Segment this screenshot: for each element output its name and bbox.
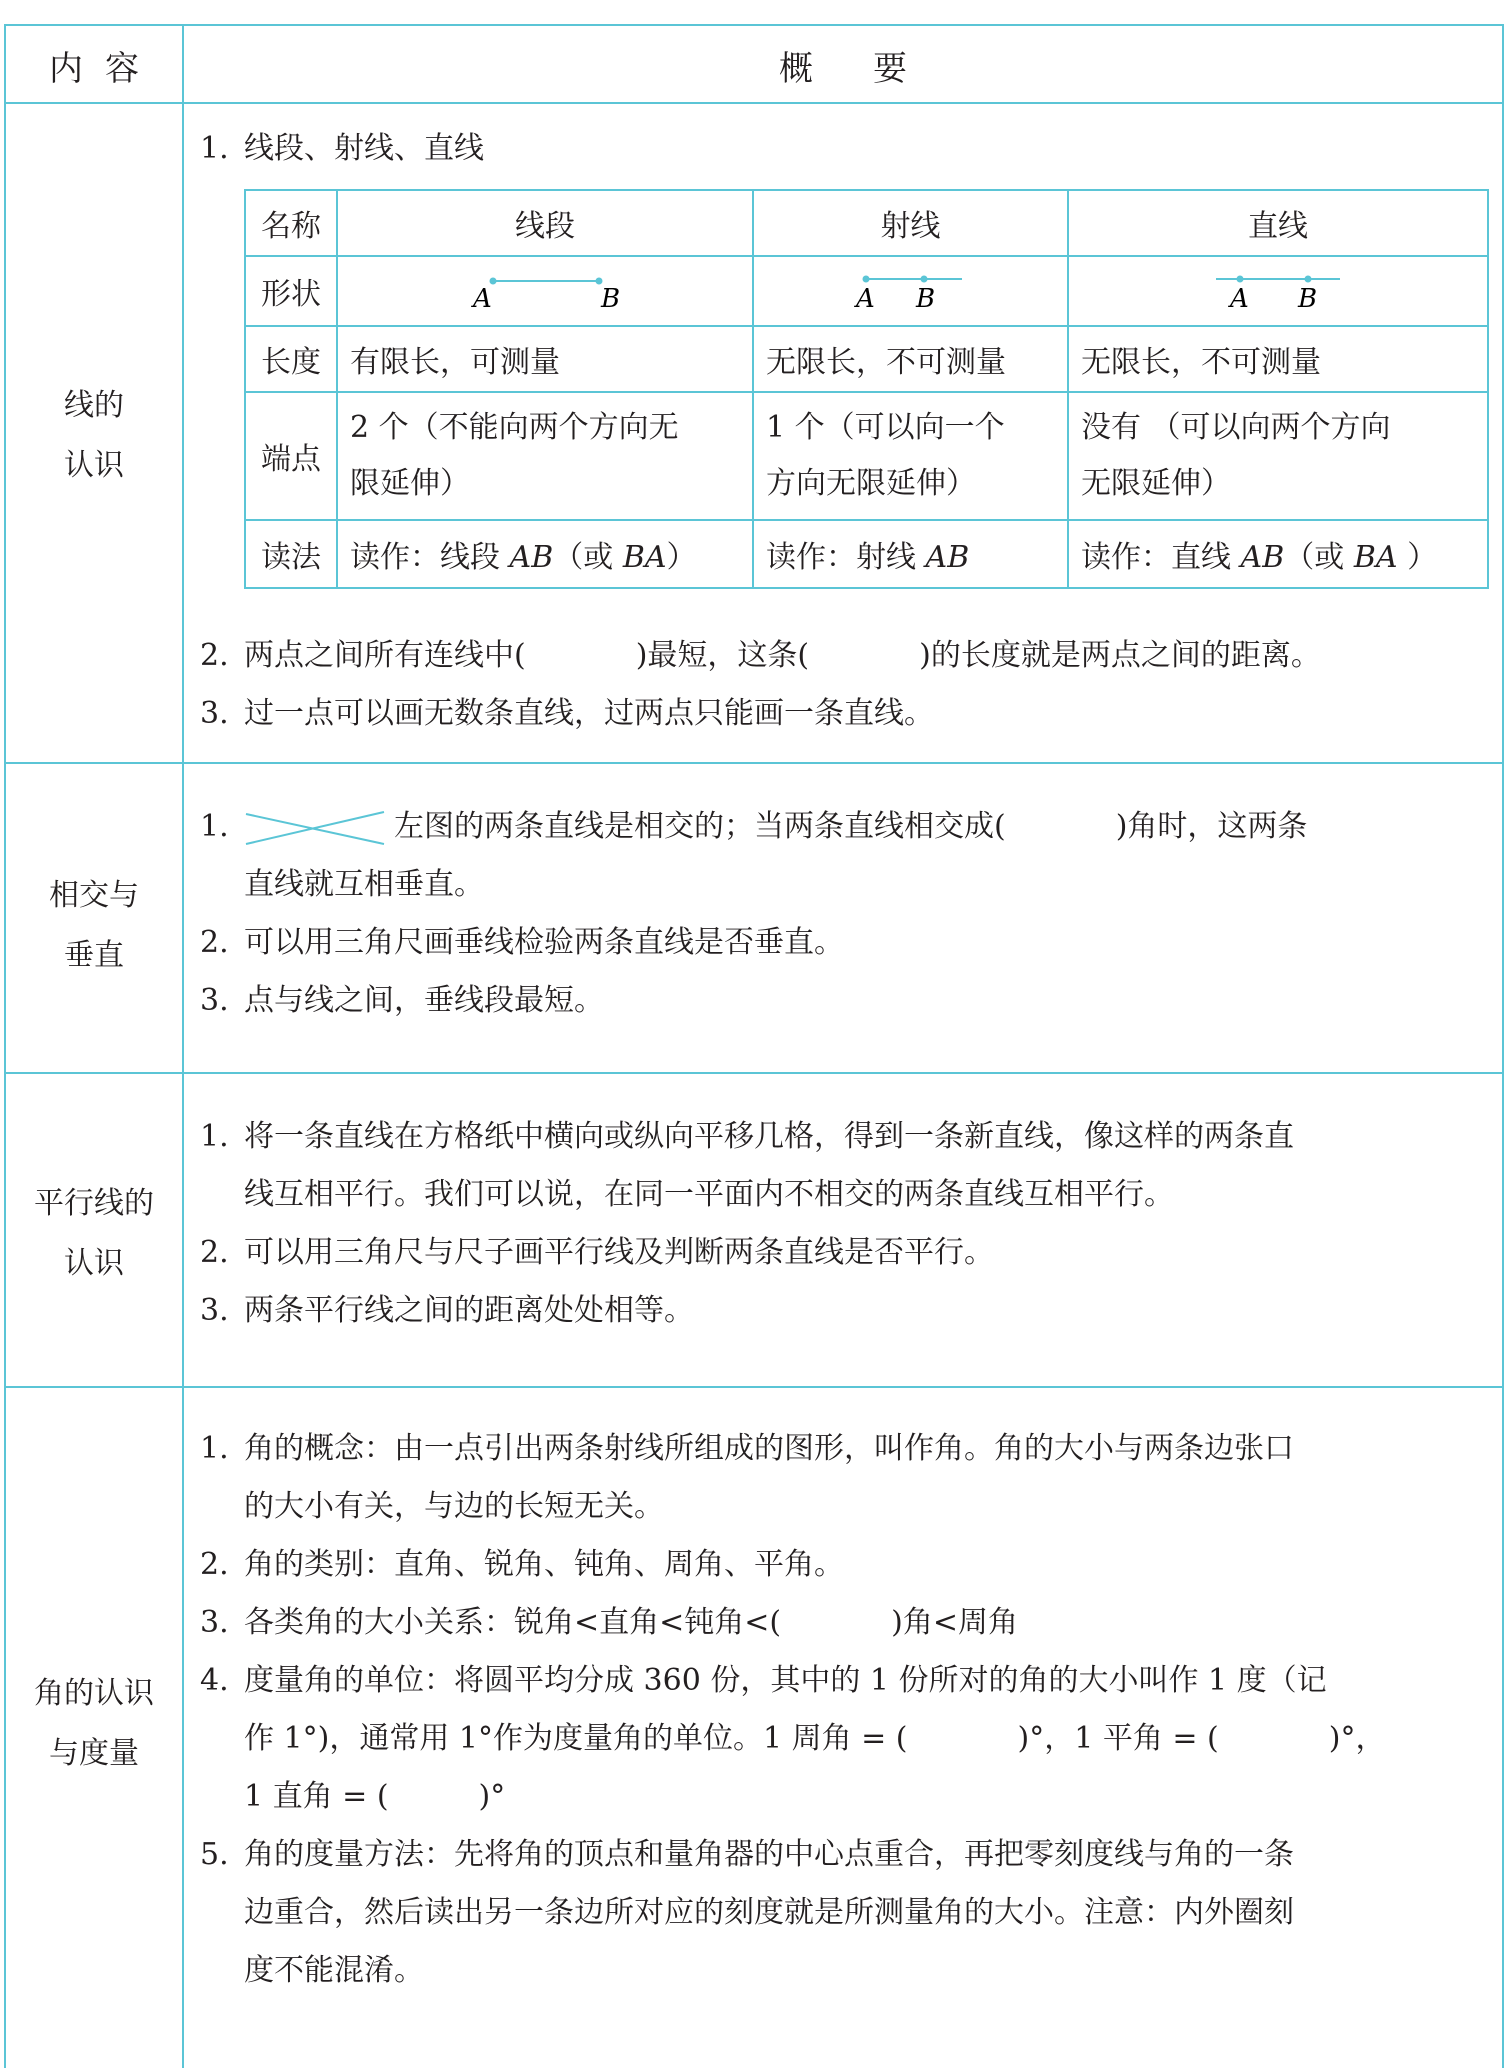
line-shape <box>1068 256 1488 326</box>
topic-line: 平行线的 <box>34 1186 154 1221</box>
table-cell: 直线 <box>1068 190 1488 256</box>
list-item <box>200 685 1486 743</box>
list-item <box>200 798 1486 856</box>
cell-line: 2 个（不能向两个方向无 <box>350 410 679 445</box>
item-number: 2. <box>200 925 229 960</box>
item-number: 1. <box>200 809 229 844</box>
svg-text:B: B <box>601 284 621 313</box>
section-parallel-content <box>200 1108 1486 1340</box>
row-divider <box>6 1386 1502 1388</box>
item-text: )最短，这条( <box>635 638 810 673</box>
table-cell: 线段 <box>337 190 753 256</box>
list-item <box>200 1594 1486 1652</box>
table-cell <box>337 520 753 588</box>
list-item <box>200 1224 1486 1282</box>
table-cell <box>1068 520 1488 588</box>
list-item <box>200 1166 1486 1224</box>
table-row <box>245 392 1488 520</box>
item-number: 2. <box>200 1235 229 1270</box>
item-text: 角的类别：直角、锐角、钝角、周角、平角。 <box>244 1547 844 1582</box>
cell-text: 读作：直线 <box>1081 540 1241 575</box>
item-number: 5. <box>200 1837 229 1872</box>
table-row <box>245 326 1488 392</box>
ray-diagram <box>836 269 986 313</box>
table-cell: 射线 <box>753 190 1068 256</box>
table-cell: 无限长，不可测量 <box>1068 326 1488 392</box>
list-item <box>200 1478 1486 1536</box>
list-item <box>200 1108 1486 1166</box>
row-divider <box>6 1072 1502 1074</box>
svg-text:B: B <box>1298 284 1318 313</box>
column-divider <box>182 26 184 2068</box>
item-text: )角<周角 <box>891 1605 1018 1640</box>
item-text: 可以用三角尺画垂线检验两条直线是否垂直。 <box>244 925 844 960</box>
item-text: 将一条直线在方格纸中横向或纵向平移几格，得到一条新直线，像这样的两条直 <box>244 1119 1294 1154</box>
cell-text: AB <box>1240 540 1285 575</box>
item-number: 3. <box>200 1293 229 1328</box>
table-cell <box>753 520 1068 588</box>
topic-lines <box>6 376 182 496</box>
item-number: 1. <box>200 1119 229 1154</box>
list-item <box>200 856 1486 914</box>
cell-text: AB <box>509 540 554 575</box>
list-item <box>200 1420 1486 1478</box>
cell-text: （或 <box>553 540 623 575</box>
table-cell <box>1068 392 1488 520</box>
item-text: 作 1°)，通常用 1°作为度量角的单位。1 周角 = ( <box>244 1721 908 1756</box>
svg-text:A: A <box>1230 284 1249 313</box>
item-text: 边重合，然后读出另一条边所对应的刻度就是所测量角的大小。注意：内外圈刻 <box>244 1895 1294 1930</box>
topic-line: 角的认识 <box>34 1676 154 1711</box>
row-divider <box>6 762 1502 764</box>
item-text: 两点之间所有连线中( <box>244 638 526 673</box>
cell-line: 1 个（可以向一个 <box>766 410 1005 445</box>
table-row <box>245 520 1488 588</box>
list-item <box>200 1942 1486 2000</box>
list-item <box>200 972 1486 1030</box>
svg-text:B: B <box>915 284 935 313</box>
item-text: )°， <box>1328 1721 1386 1756</box>
item-text: 可以用三角尺与尺子画平行线及判断两条直线是否平行。 <box>244 1235 994 1270</box>
cell-text: ） <box>666 540 697 575</box>
section-lines-content-2 <box>200 627 1486 743</box>
item-text: )° <box>478 1779 506 1814</box>
topic-parallel <box>6 1174 182 1294</box>
item-number: 2. <box>200 638 229 673</box>
topic-line: 相交与 <box>49 878 139 913</box>
list-item <box>200 1710 1486 1768</box>
list-item <box>200 1536 1486 1594</box>
item-text: 各类角的大小关系：锐角<直角<钝角<( <box>244 1605 782 1640</box>
cell-line: 方向无限延伸） <box>766 466 976 501</box>
cell-text: （或 <box>1284 540 1354 575</box>
list-item <box>200 1884 1486 1942</box>
topic-line: 认识 <box>64 448 124 483</box>
topic-line: 与度量 <box>49 1736 139 1771</box>
row-head: 端点 <box>245 392 337 520</box>
cell-text: ） <box>1397 540 1438 575</box>
row-head: 形状 <box>245 256 337 326</box>
item-number: 3. <box>200 983 229 1018</box>
item-text: 角的概念：由一点引出两条射线所组成的图形，叫作角。角的大小与两条边张口 <box>244 1431 1294 1466</box>
list-item <box>200 1768 1486 1826</box>
segment-shape <box>337 256 753 326</box>
row-divider <box>6 102 1502 104</box>
line-types-table <box>244 189 1489 589</box>
cell-line: 无限延伸） <box>1081 466 1231 501</box>
item-text: 度量角的单位：将圆平均分成 360 份，其中的 1 份所对的角的大小叫作 1 度（记 <box>244 1663 1327 1698</box>
item-text: 线段、射线、直线 <box>244 131 484 166</box>
table-header <box>6 26 1502 104</box>
table-row <box>245 190 1488 256</box>
header-content-label: 内容 <box>49 48 161 89</box>
item-number: 2. <box>200 1547 229 1582</box>
svg-text:A: A <box>473 284 492 313</box>
section-intersect-content <box>200 798 1486 1030</box>
list-item <box>200 1282 1486 1340</box>
section-angles-content <box>200 1420 1486 2000</box>
list-item <box>200 120 1486 178</box>
item-number: 3. <box>200 696 229 731</box>
list-item <box>200 1826 1486 1884</box>
item-text: )的长度就是两点之间的距离。 <box>919 638 1321 673</box>
item-text: 直线就互相垂直。 <box>244 867 484 902</box>
line-diagram <box>1208 269 1348 313</box>
table-cell: 有限长，可测量 <box>337 326 753 392</box>
item-number: 1. <box>200 1431 229 1466</box>
row-head: 长度 <box>245 326 337 392</box>
table-row <box>245 256 1488 326</box>
section-lines-content <box>200 120 1486 178</box>
item-text: 左图的两条直线是相交的；当两条直线相交成( <box>394 809 1006 844</box>
item-text: 度不能混淆。 <box>244 1953 424 1988</box>
item-text: )角时，这两条 <box>1115 809 1308 844</box>
svg-text:A: A <box>855 284 875 313</box>
table-cell <box>337 392 753 520</box>
item-text: 两条平行线之间的距离处处相等。 <box>244 1293 694 1328</box>
cell-text: 读作：射线 <box>766 540 926 575</box>
cell-text: AB <box>925 540 970 575</box>
list-item <box>200 627 1486 685</box>
cell-text: 读作：线段 <box>350 540 510 575</box>
table-cell: 无限长，不可测量 <box>753 326 1068 392</box>
cell-line: 没有 （可以向两个方向 <box>1081 410 1391 445</box>
topic-line: 线的 <box>64 388 124 423</box>
item-text: 1 直角 = ( <box>244 1779 389 1814</box>
cell-line: 限延伸） <box>350 466 470 501</box>
table-cell <box>753 392 1068 520</box>
item-text: 过一点可以画无数条直线，过两点只能画一条直线。 <box>244 696 934 731</box>
item-number: 4. <box>200 1663 229 1698</box>
item-number: 1. <box>200 131 229 166</box>
topic-intersect <box>6 866 182 986</box>
cell-text: BA <box>1353 540 1398 575</box>
header-summary-label: 概要 <box>779 48 967 89</box>
segment-diagram <box>445 269 645 313</box>
item-text: 线互相平行。我们可以说，在同一平面内不相交的两条直线互相平行。 <box>244 1177 1174 1212</box>
list-item <box>200 1652 1486 1710</box>
intersecting-lines-diagram <box>244 808 390 848</box>
row-head: 读法 <box>245 520 337 588</box>
cell-text: BA <box>622 540 667 575</box>
topic-angles <box>6 1664 182 1784</box>
ray-shape <box>753 256 1068 326</box>
topic-line: 垂直 <box>64 938 124 973</box>
item-text: 的大小有关，与边的长短无关。 <box>244 1489 664 1524</box>
item-text: 角的度量方法：先将角的顶点和量角器的中心点重合，再把零刻度线与角的一条 <box>244 1837 1294 1872</box>
list-item <box>200 914 1486 972</box>
item-text: 点与线之间，垂线段最短。 <box>244 983 604 1018</box>
item-text: )°，1 平角 = ( <box>1017 1721 1219 1756</box>
topic-line: 认识 <box>64 1246 124 1281</box>
row-head: 名称 <box>245 190 337 256</box>
item-number: 3. <box>200 1605 229 1640</box>
